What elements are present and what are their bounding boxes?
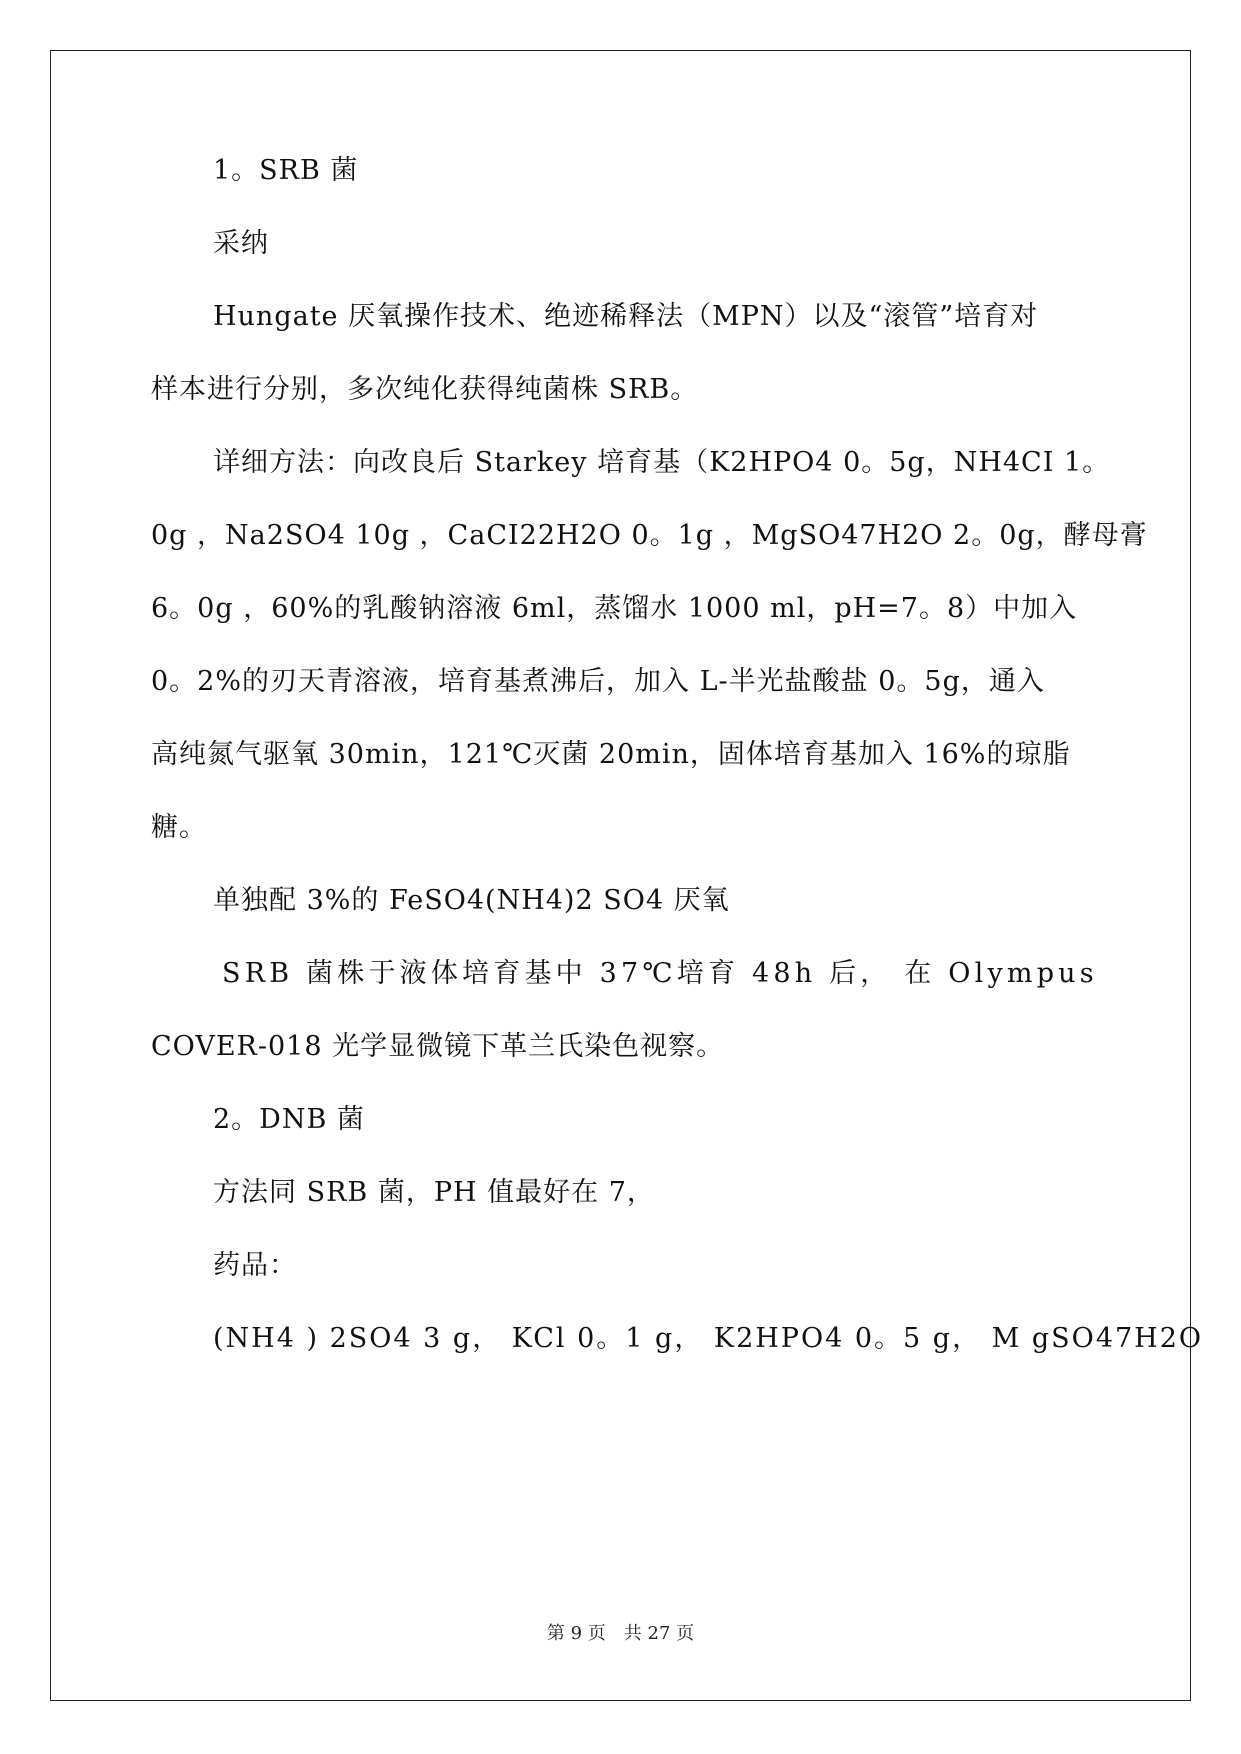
- paragraph-line: 0。2%的刃天青溶液，培育基煮沸后，加入 L-半光盐酸盐 0。5g，通入: [151, 666, 1045, 697]
- paragraph-line: 药品：: [213, 1250, 297, 1281]
- paragraph-line: 6。0g ，60%的乳酸钠溶液 6ml，蒸馏水 1000 ml，pH=7。8）中加入: [151, 593, 1078, 624]
- paragraph-line: 采纳: [213, 228, 269, 259]
- paragraph-line: 详细方法：向改良后 Starkey 培育基（K2HPO4 0。5g，NH4CI 1。: [213, 447, 1111, 478]
- paragraph-line: Hungate 厌氧操作技术、绝迹稀释法（MPN）以及“滚管”培育对: [213, 301, 1039, 332]
- paragraph-line: 样本进行分别，多次纯化获得纯菌株 SRB。: [151, 374, 699, 405]
- page-number-footer: 第 9 页 共 27 页: [546, 1623, 695, 1644]
- paragraph-line: (NH4 ) 2SO4 3 g， KCl 0。1 g， K2HPO4 0。5 g， M gSO47H2O: [213, 1323, 1204, 1354]
- paragraph-line: SRB 菌株于液体培育基中 37℃培育 48h 后， 在 Olympus: [222, 958, 1098, 989]
- paragraph-line: 方法同 SRB 菌，PH 值最好在 7，: [213, 1177, 655, 1208]
- section-heading-dnb: 2。DNB 菌: [213, 1104, 365, 1135]
- paragraph-line: COVER-018 光学显微镜下革兰氏染色视察。: [151, 1031, 725, 1062]
- section-heading-srb: 1。SRB 菌: [213, 155, 359, 186]
- page-border: [50, 50, 1191, 1701]
- paragraph-line: 糖。: [151, 812, 207, 843]
- paragraph-line: 高纯氮气驱氧 30min，121℃灭菌 20min，固体培育基加入 16%的琼脂: [151, 739, 1071, 770]
- paragraph-line: 0g ，Na2SO4 10g ，CaCI22H2O 0。1g ，MgSO47H2O 2。0g，酵母膏: [151, 520, 1148, 551]
- paragraph-line: 单独配 3%的 FeSO4(NH4)2 SO4 厌氧: [213, 885, 730, 916]
